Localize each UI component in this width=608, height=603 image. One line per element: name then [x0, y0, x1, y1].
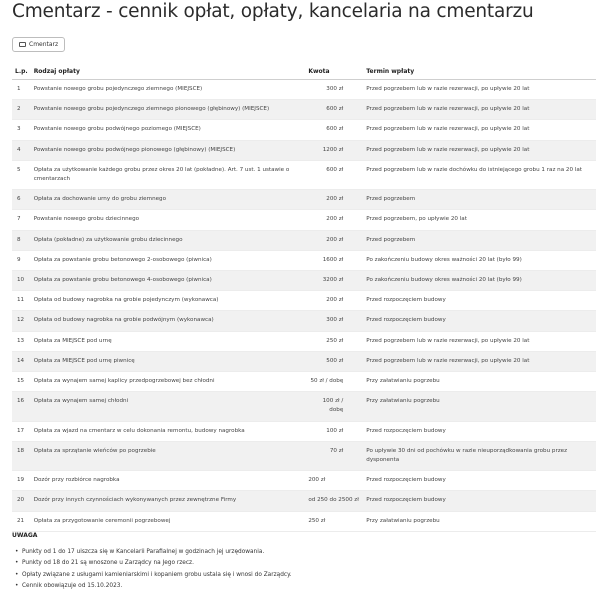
fee-amount: 1200 zł	[322, 146, 344, 153]
fee-type: Opłata za powstanie grobu betonowego 2-osobowego (piwnica)	[33, 256, 212, 263]
table-row	[12, 311, 596, 331]
table-row	[12, 392, 596, 421]
payment-deadline: Przed pogrzebem, po upływie 20 lat	[366, 216, 467, 223]
row-number: 14	[17, 357, 25, 364]
table-row	[12, 120, 596, 140]
row-number: 5	[17, 166, 21, 173]
fee-type: Opłata za dochowanie urny do grobu ziemnego	[33, 196, 167, 203]
fee-amount: od 250 do 2500 zł	[308, 497, 359, 504]
payment-deadline: Przed pogrzebem lub w razie rezerwacji, po upływie 20 lat	[366, 126, 530, 133]
category-button-label: Cmentarz	[29, 41, 59, 48]
header-amount: Kwota	[305, 66, 363, 80]
payment-deadline: Przed pogrzebem	[366, 236, 416, 243]
payment-deadline: Przed pogrzebem lub w razie rezerwacji, po upływie 20 lat	[366, 337, 530, 344]
fee-amount: 3200 zł	[322, 277, 344, 284]
payment-deadline: Przed pogrzebem lub w razie dochówku do istniejącego grobu 1 raz na 20 lat	[366, 166, 582, 173]
table-row	[12, 190, 596, 210]
fee-type: Opłata za użytkowanie każdego grobu przez okres 20 lat (pokładne). Art. 7 ust. 1 ustawie o cmentarzach	[33, 166, 290, 183]
payment-deadline: Przed rozpoczęciem budowy	[366, 427, 446, 434]
note-item: • Punkty od 1 do 17 uiszcza się w Kancelarii Parafialnej w godzinach jej urzędowania.	[12, 547, 292, 558]
fee-amount: 500 zł	[326, 357, 344, 364]
fee-amount: 600 zł	[326, 166, 344, 173]
row-number: 7	[17, 216, 21, 223]
fee-type: Powstanie nowego grobu pojedynczego ziemnego (MIEJSCE)	[33, 86, 203, 92]
payment-deadline: Po zakończeniu budowy okres ważności 20 lat (było 99)	[366, 256, 522, 263]
table-row	[12, 140, 596, 160]
note-item: • Punkty od 18 do 21 są wnoszone u Zarządcy na Jego rzecz.	[12, 558, 292, 569]
row-number: 12	[17, 317, 25, 324]
row-number: 11	[17, 297, 25, 304]
folder-icon	[19, 42, 26, 47]
row-number: 6	[17, 196, 21, 203]
table-row	[12, 271, 596, 291]
fee-type: Opłata za wjazd na cmentarz w celu dokonania remontu, budowy nagrobka	[33, 427, 245, 434]
payment-deadline: Po zakończeniu budowy okres ważności 20 lat (było 99)	[366, 277, 522, 284]
note-section	[12, 532, 292, 593]
fee-amount: 300 zł	[326, 86, 344, 92]
table-row	[12, 471, 596, 491]
row-number: 13	[17, 337, 25, 344]
fee-type: Opłata od budowy nagrobka na grobie pojedynczym (wykonawca)	[33, 297, 219, 304]
table-row	[12, 80, 596, 100]
row-number: 1	[17, 86, 21, 92]
payment-deadline: Przed rozpoczęciem budowy	[366, 317, 446, 324]
fee-type: Opłata za MIEJSCE pod urnę piwnicę	[33, 357, 135, 364]
table-row	[12, 291, 596, 311]
fee-type: Powstanie nowego grobu dziecinnego	[33, 216, 140, 223]
table-row	[12, 230, 596, 250]
header-lp: L.p.	[12, 66, 31, 80]
table-row	[12, 441, 596, 470]
fee-type: Opłata za wynajem samej chłodni	[33, 398, 129, 405]
table-row	[12, 331, 596, 351]
payment-deadline: Przy załatwianiu pogrzebu	[366, 378, 440, 385]
note-item: • Opłaty związane z usługami kamieniarskimi i kopaniem grobu ustala się i wnosi do Zarządcy.	[12, 570, 292, 581]
payment-deadline: Po upływie 30 dni od pochówku w razie nieuporządkowania grobu przez dysponenta	[366, 447, 568, 464]
table-row	[12, 491, 596, 511]
header-type: Rodzaj opłaty	[31, 66, 306, 80]
table-header-row	[12, 66, 596, 80]
table-row	[12, 160, 596, 189]
row-number: 18	[17, 447, 25, 454]
payment-deadline: Przed rozpoczęciem budowy	[366, 497, 446, 504]
fee-amount: 600 zł	[326, 106, 344, 113]
fee-type: Opłata za wynajem samej kaplicy przedpogrzebowej bez chłodni	[33, 378, 215, 385]
fee-amount: 1600 zł	[322, 256, 344, 263]
note-item: • Cennik obowiązuje od 15.10.2023.	[12, 581, 292, 592]
table-row	[12, 511, 596, 531]
fee-amount: 100 zł / dobę	[322, 398, 344, 414]
table-row	[12, 210, 596, 230]
row-number: 17	[17, 427, 25, 434]
payment-deadline: Przed rozpoczęciem budowy	[366, 297, 446, 304]
header-deadline: Termin wpłaty	[363, 66, 596, 80]
fee-type: Opłata (pokładne) za użytkowanie grobu dziecinnego	[33, 236, 183, 243]
row-number: 19	[17, 477, 25, 484]
fee-type: Opłata od budowy nagrobka na grobie podwójnym (wykonawca)	[33, 317, 214, 324]
row-number: 8	[17, 236, 21, 243]
payment-deadline: Przed pogrzebem	[366, 196, 416, 203]
fee-amount: 200 zł	[326, 297, 344, 304]
fee-type: Opłata za powstanie grobu betonowego 4-osobowego (piwnica)	[33, 277, 212, 284]
note-list	[12, 547, 292, 593]
fee-amount: 600 zł	[326, 126, 344, 133]
fee-amount: 200 zł	[326, 216, 344, 223]
row-number: 15	[17, 378, 25, 385]
fee-type: Opłata za sprzątanie wieńców po pogrzebie	[33, 447, 156, 454]
payment-deadline: Przy załatwianiu pogrzebu	[366, 517, 440, 524]
fee-type: Dozór przy innych czynnościach wykonywanych przez zewnętrzne Firmy	[33, 497, 237, 504]
row-number: 9	[17, 256, 21, 263]
row-number: 21	[17, 517, 25, 524]
fee-amount: 70 zł	[329, 447, 344, 454]
payment-deadline: Przed rozpoczęciem budowy	[366, 477, 446, 484]
row-number: 10	[17, 277, 25, 284]
fee-type: Dozór przy rozbiórce nagrobka	[33, 477, 120, 484]
fee-type: Opłata za przygotowanie ceremonii pogrzebowej	[33, 517, 171, 524]
table-row	[12, 421, 596, 441]
fee-type: Opłata za MIEJSCE pod urnę	[33, 337, 112, 344]
payment-deadline: Przed pogrzebem lub w razie rezerwacji, po upływie 20 lat	[366, 86, 530, 92]
row-number: 3	[17, 126, 21, 133]
table-row	[12, 372, 596, 392]
fee-amount: 250 zł	[308, 517, 326, 524]
row-number: 2	[17, 106, 21, 113]
table-row	[12, 100, 596, 120]
payment-deadline: Przed pogrzebem lub w razie rezerwacji, po upływie 20 lat	[366, 146, 530, 153]
payment-deadline: Przed pogrzebem lub w razie rezerwacji, po upływie 20 lat	[366, 357, 530, 364]
fees-table	[12, 66, 596, 532]
fee-amount: 200 zł	[308, 477, 326, 484]
category-button[interactable]	[12, 37, 65, 52]
fee-amount: 100 zł	[326, 427, 344, 434]
fee-amount: 50 zł / dobę	[310, 378, 344, 385]
row-number: 20	[17, 497, 25, 504]
page-title: Cmentarz - cennik opłat, opłaty, kancelaria na cmentarzu	[12, 1, 534, 22]
fee-type: Powstanie nowego grobu podwójnego pionowego (głębinowy) (MIEJSCE)	[33, 146, 236, 153]
table-row	[12, 250, 596, 270]
payment-deadline: Przed pogrzebem lub w razie rezerwacji, po upływie 20 lat	[366, 106, 530, 113]
row-number: 4	[17, 146, 21, 153]
table-row	[12, 351, 596, 371]
fee-type: Powstanie nowego grobu pojedynczego ziemnego pionowego (głębinowy) (MIEJSCE)	[33, 106, 270, 113]
fee-amount: 250 zł	[326, 337, 344, 344]
row-number: 16	[17, 398, 25, 405]
fee-amount: 200 zł	[326, 196, 344, 203]
fee-amount: 200 zł	[326, 236, 344, 243]
payment-deadline: Przy załatwianiu pogrzebu	[366, 398, 440, 405]
fee-type: Powstanie nowego grobu podwójnego poziomego (MIEJSCE)	[33, 126, 201, 133]
fee-amount: 300 zł	[326, 317, 344, 324]
note-title: UWAGA	[12, 532, 38, 539]
